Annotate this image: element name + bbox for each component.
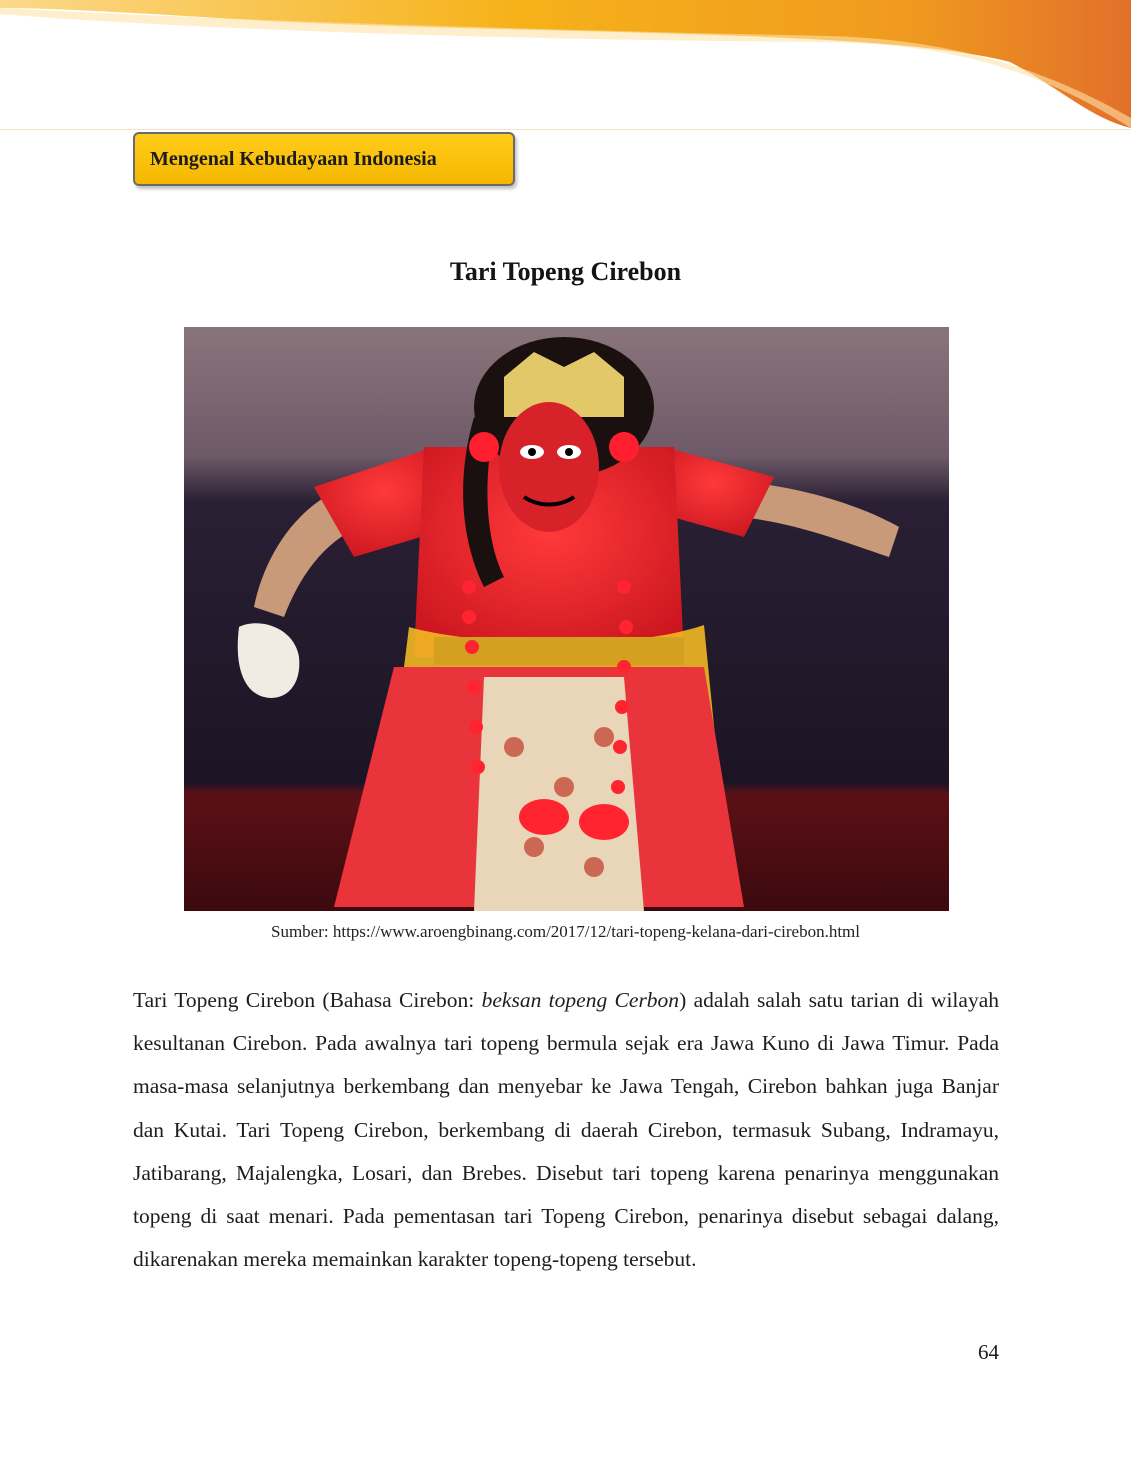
figure-caption: Sumber: https://www.aroengbinang.com/2017/12/tari-topeng-kelana-dari-cirebon.html (270, 922, 861, 941)
dancer-photo (184, 327, 949, 911)
body-paragraph (133, 979, 999, 1281)
header-divider (0, 129, 1131, 130)
body-text-italic: beksan topeng Cerbon (481, 988, 680, 1012)
masked-dancer-photo-icon (184, 327, 949, 911)
page-number: 64 (978, 1340, 999, 1364)
header-wave-decoration (0, 0, 1131, 140)
section-badge-label: Mengenal Kebudayaan Indonesia (150, 147, 437, 170)
body-text-start: Tari Topeng Cirebon (Bahasa Cirebon: (133, 988, 482, 1012)
body-text-rest: ) adalah salah satu tarian di wilayah kesultanan Cirebon. Pada awalnya tari topeng bermula sejak era Jawa Kuno di Jawa Timur. Pada masa-masa selanjutnya berkembang dan menyebar ke Jawa Tengah, Cirebon bahkan juga Banjar dan Kutai. Tari Topeng Cirebon, berkembang di daerah Cirebon, termasuk Subang, Indramayu, Jatibarang, Majalengka, Losari, dan Brebes. Disebut tari topeng karena penarinya menggunakan topeng di saat menari. Pada pementasan tari Topeng Cirebon, penarinya disebut sebagai dalang, dikarenakan mereka memainkan karakter topeng-topeng tersebut. (133, 988, 999, 1272)
page-title: Tari Topeng Cirebon (449, 257, 682, 286)
section-badge (133, 132, 515, 186)
